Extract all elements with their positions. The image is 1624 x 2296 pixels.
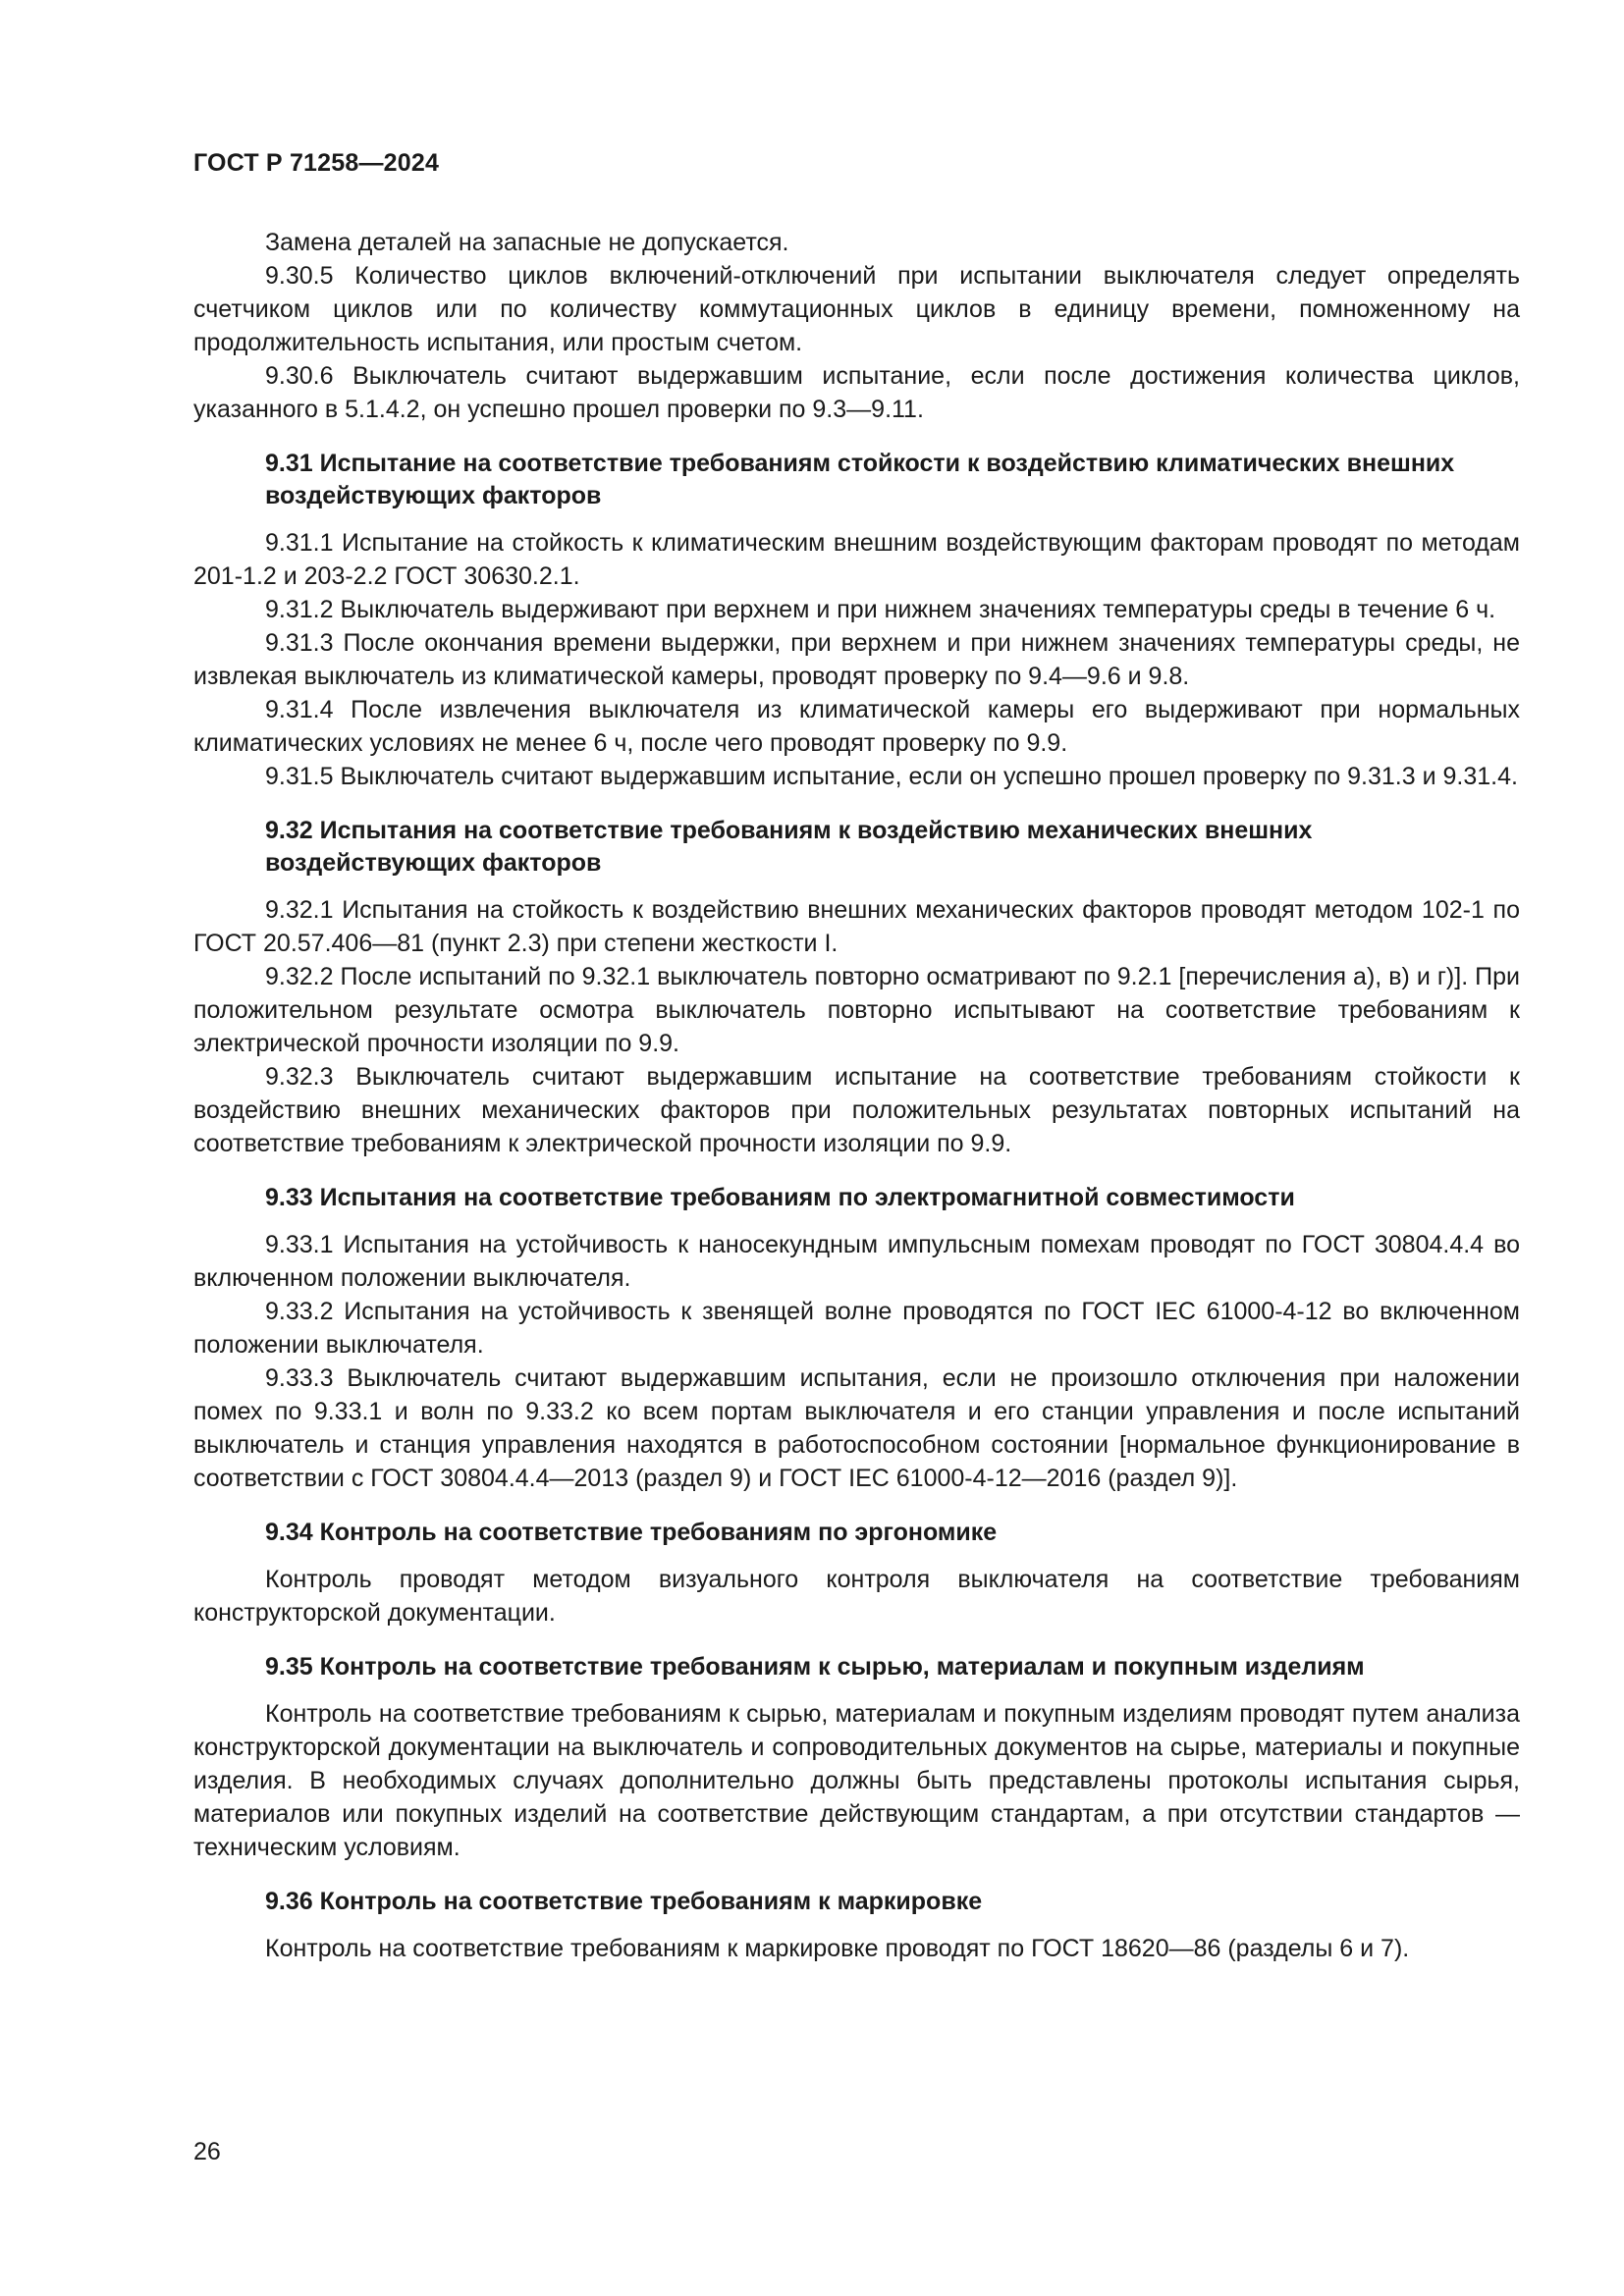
section-heading-9-33: 9.33 Испытания на соответствие требованиям по электромагнитной совместимости <box>265 1184 1295 1211</box>
paragraph: 9.32.3 Выключатель считают выдержавшим испытание на соответствие требованиям стойкости к воздействию внешних механических факторов при положительных результатах повторных испытаний на соответствие требованиям к электрической прочности изоляции по 9.9. <box>193 1063 1520 1157</box>
section-heading-9-34: 9.34 Контроль на соответствие требованиям по эргономике <box>265 1519 998 1546</box>
paragraph: 9.31.5 Выключатель считают выдержавшим испытание, если он успешно прошел проверку по 9.31.3 и 9.31.4. <box>265 763 1518 790</box>
paragraph: 9.31.3 После окончания времени выдержки, при верхнем и при нижнем значениях температуры среды, не извлекая выключатель из климатической камеры, проводят проверку по 9.4—9.6 и 9.8. <box>193 629 1520 690</box>
paragraph: Контроль проводят методом визуального контроля выключателя на соответствие требованиям конструкторской документации. <box>193 1566 1520 1627</box>
section-heading-9-31: 9.31 Испытание на соответствие требованиям стойкости к воздействию климатических внешних воздействующих факторов <box>265 450 1455 509</box>
paragraph: Замена деталей на запасные не допускается. <box>265 229 789 256</box>
section-heading-9-36: 9.36 Контроль на соответствие требованиям к маркировке <box>265 1888 983 1915</box>
paragraph: Контроль на соответствие требованиям к маркировке проводят по ГОСТ 18620—86 (разделы 6 и 7). <box>265 1935 1410 1962</box>
document-header: ГОСТ Р 71258—2024 <box>193 149 440 177</box>
section-heading-9-32: 9.32 Испытания на соответствие требованиям к воздействию механических внешних воздействующих факторов <box>265 817 1313 877</box>
paragraph: 9.33.1 Испытания на устойчивость к наносекундным импульсным помехам проводят по ГОСТ 30804.4.4 во включенном положении выключателя. <box>193 1231 1520 1292</box>
section-heading-9-35: 9.35 Контроль на соответствие требованиям к сырью, материалам и покупным изделиям <box>265 1653 1365 1681</box>
paragraph: 9.31.4 После извлечения выключателя из климатической камеры его выдерживают при нормальных климатических условиях не менее 6 ч, после чего проводят проверку по 9.9. <box>193 696 1520 757</box>
paragraph: 9.33.2 Испытания на устойчивость к звенящей волне проводятся по ГОСТ IEC 61000-4-12 во включенном положении выключателя. <box>193 1298 1520 1359</box>
paragraph: 9.30.6 Выключатель считают выдержавшим испытание, если после достижения количества циклов, указанного в 5.1.4.2, он успешно прошел проверки по 9.3—9.11. <box>193 362 1520 423</box>
paragraph: 9.32.2 После испытаний по 9.32.1 выключатель повторно осматривают по 9.2.1 [перечисления а), в) и г)]. При положительном результате осмотра выключатель повторно испытывают на соответствие требованиям к электрической прочности изоляции по 9.9. <box>193 963 1520 1057</box>
document-body <box>193 226 1520 1965</box>
paragraph: 9.31.1 Испытание на стойкость к климатическим внешним воздействующим факторам проводят по методам 201-1.2 и 203-2.2 ГОСТ 30630.2.1. <box>193 529 1520 590</box>
paragraph: 9.32.1 Испытания на стойкость к воздействию внешних механических факторов проводят методом 102-1 по ГОСТ 20.57.406—81 (пункт 2.3) при степени жесткости I. <box>193 896 1520 957</box>
page-number: 26 <box>193 2138 221 2165</box>
paragraph: Контроль на соответствие требованиям к сырью, материалам и покупным изделиям проводят путем анализа конструкторской документации на выключатель и сопроводительных документов на сырье, материалы и покупные изделия. В необходимых случаях дополнительно должны быть представлены протоколы испытания сырья, материалов или покупных изделий на соответствие действующим стандартам, а при отсутствии стандартов — техническим условиям. <box>193 1700 1520 1861</box>
paragraph: 9.31.2 Выключатель выдерживают при верхнем и при нижнем значениях температуры среды в течение 6 ч. <box>265 596 1496 623</box>
paragraph: 9.33.3 Выключатель считают выдержавшим испытания, если не произошло отключения при наложении помех по 9.33.1 и волн по 9.33.2 ко всем портам выключателя и его станции управления и после испытаний выключатель и станция управления находятся в работоспособном состоянии [нормальное функционирование в соответствии с ГОСТ 30804.4.4—2013 (раздел 9) и ГОСТ IEC 61000-4-12—2016 (раздел 9)]. <box>193 1364 1520 1492</box>
paragraph: 9.30.5 Количество циклов включений-отключений при испытании выключателя следует определять счетчиком циклов или по количеству коммутационных циклов в единицу времени, помноженному на продолжительность испытания, или простым счетом. <box>193 262 1520 356</box>
